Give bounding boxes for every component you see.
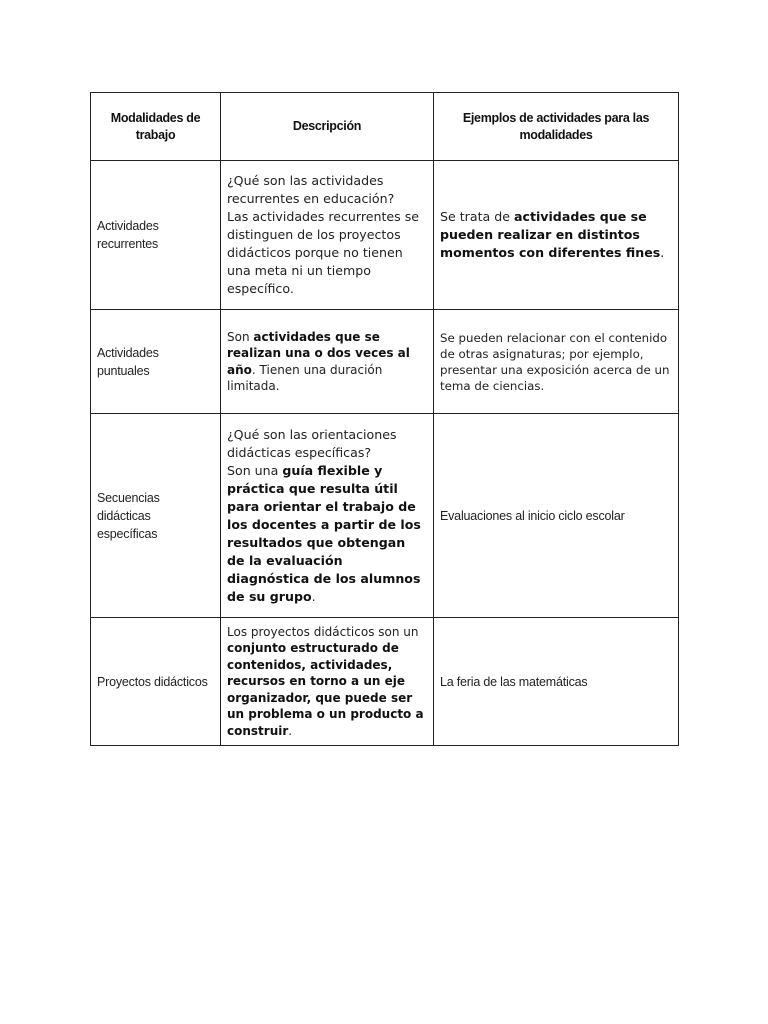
cell-modalidad: Proyectos didácticos xyxy=(91,618,221,746)
table-row xyxy=(91,161,679,310)
description-text-post: . xyxy=(311,588,316,604)
header-modalidades: Modalidades de trabajo xyxy=(91,93,221,161)
table-row xyxy=(91,414,679,618)
cell-ejemplo: Evaluaciones al inicio ciclo escolar xyxy=(434,414,679,618)
description-text-bold: actividades que se realizan una o dos veces al año xyxy=(227,329,410,377)
cell-descripcion xyxy=(221,161,434,310)
description-body xyxy=(227,462,427,606)
example-text-bold: actividades que se pueden realizar en distintos momentos con diferentes fines xyxy=(440,209,661,260)
cell-ejemplo: Se pueden relacionar con el contenido de otras asignaturas; por ejemplo, presentar una exposición acerca de un tema de ciencias. xyxy=(434,310,679,414)
description-text-pre: Los proyectos didácticos son un xyxy=(227,624,419,639)
description-text-bold: conjunto estructurado de contenidos, actividades, recursos en torno a un eje organizador, que puede ser un problema o un producto a construir xyxy=(227,641,424,738)
cell-ejemplo: La feria de las matemáticas xyxy=(434,618,679,746)
description-text-post: . xyxy=(288,723,293,738)
cell-modalidad: Secuencias didácticas específicas xyxy=(91,414,221,618)
header-ejemplos: Ejemplos de actividades para las modalidades xyxy=(434,93,679,161)
cell-descripcion xyxy=(221,414,434,618)
description-text: Las actividades recurrentes se distinguen de los proyectos didácticos porque no tienen una meta ni un tiempo específico. xyxy=(227,209,420,296)
description-text-bold: guía flexible y práctica que resulta útil para orientar el trabajo de los docentes a partir de los resultados que obtengan de la evaluación diagnóstica de los alumnos de su grupo xyxy=(227,462,421,604)
description-question: ¿Qué son las actividades recurrentes en educación? xyxy=(227,173,395,206)
description-text-pre: Son xyxy=(227,329,254,344)
table-header-row xyxy=(91,93,679,161)
example-text-post: . xyxy=(660,245,665,260)
description-question: ¿Qué son las orientaciones didácticas específicas? xyxy=(227,426,397,460)
cell-modalidad: Actividades recurrentes xyxy=(91,161,221,310)
header-descripcion: Descripción xyxy=(221,93,434,161)
modalidades-table xyxy=(90,92,679,746)
cell-modalidad: Actividades puntuales xyxy=(91,310,221,414)
table-row xyxy=(91,618,679,746)
description-text-post: . Tienen una duración limitada. xyxy=(227,362,383,393)
cell-descripcion xyxy=(221,310,434,414)
table-row xyxy=(91,310,679,414)
cell-ejemplo xyxy=(434,161,679,310)
example-text-pre: Se trata de xyxy=(440,209,514,224)
description-text-pre: Son una xyxy=(227,462,283,478)
cell-descripcion xyxy=(221,618,434,746)
